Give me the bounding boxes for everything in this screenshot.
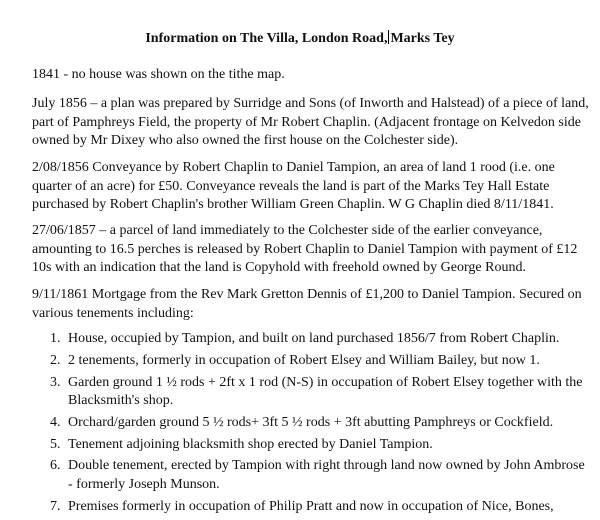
list-item-text: Garden ground 1 ½ rods + 2ft x 1 rod (N-S) in occupation of Robert Elsey together with the Blacksmith's shop. (68, 374, 583, 409)
list-item-number: 7. (50, 498, 61, 514)
tenements-list (0, 330, 600, 520)
list-item-number: 5. (50, 436, 61, 452)
list-item-text: House, occupied by Tampion, and built on land purchased 1856/7 from Robert Chaplin. (68, 331, 560, 346)
list-item-text: 2 tenements, formerly in occupation of Robert Elsey and William Bailey, but now 1. (68, 352, 540, 368)
list-item-text: Premises formerly in occupation of Philip Pratt and now in occupation of Nice, Bones, (68, 498, 554, 514)
document-title (0, 30, 600, 48)
list-item (0, 352, 600, 371)
title-text-start: Information on The Villa, London Road, (145, 31, 388, 46)
list-item-text: Tenement adjoining blacksmith shop erected by Daniel Tampion. (68, 436, 433, 452)
paragraph-plan-1856: July 1856 – a plan was prepared by Surridge and Sons (of Inworth and Halstead) of a piece of land, part of Pamphreys Field, the property of Mr Robert Chaplin. (Adjacent frontage on Kelvedon side owned by Mr Dixey who also owned the first house on the Colchester side). (32, 96, 589, 148)
list-item-number: 4. (50, 414, 61, 430)
list-item-text: Orchard/garden ground 5 ½ rods+ 3ft 5 ½ rods + 3ft abutting Pamphreys or Cockfield. (68, 414, 554, 430)
paragraph-conveyance-1856: 2/08/1856 Conveyance by Robert Chaplin to Daniel Tampion, an area of land 1 rood (i.e. one quarter of an acre) for £50. Conveyance reveals the land is part of the Marks Tey Hall Estate purchased by Robert Chaplin's brother William Green Chaplin. W G Chaplin died 8/11/1841. (32, 160, 555, 212)
paragraph-mortgage-1861: 9/11/1861 Mortgage from the Rev Mark Gretton Dennis of £1,200 to Daniel Tampion. Secured on various tenements including: (32, 287, 582, 321)
list-item (0, 374, 600, 411)
list-item-text: Double tenement, erected by Tampion with right through land now owned by John Ambrose - formerly Joseph Munson. (68, 458, 585, 492)
paragraph-parcel-1857: 27/06/1857 – a parcel of land immediately to the Colchester side of the earlier conveyance, amounting to 16.5 perches is released by Robert Chaplin to Daniel Tampion with payment of £12 10s with an indication that the land is Copyhold with freehold owned by George Round. (32, 223, 578, 275)
title-text-end: Marks Tey (390, 31, 455, 46)
list-item (0, 414, 600, 433)
paragraph-tithe-map: 1841 - no house was shown on the tithe map. (32, 67, 285, 82)
list-item (0, 436, 600, 455)
list-item-number: 6. (50, 458, 61, 474)
list-item-number: 2. (50, 352, 61, 368)
list-item-number: 1. (50, 331, 61, 346)
list-item (0, 498, 600, 517)
list-item-number: 3. (50, 374, 61, 390)
list-item (0, 457, 600, 494)
list-item (0, 330, 600, 349)
